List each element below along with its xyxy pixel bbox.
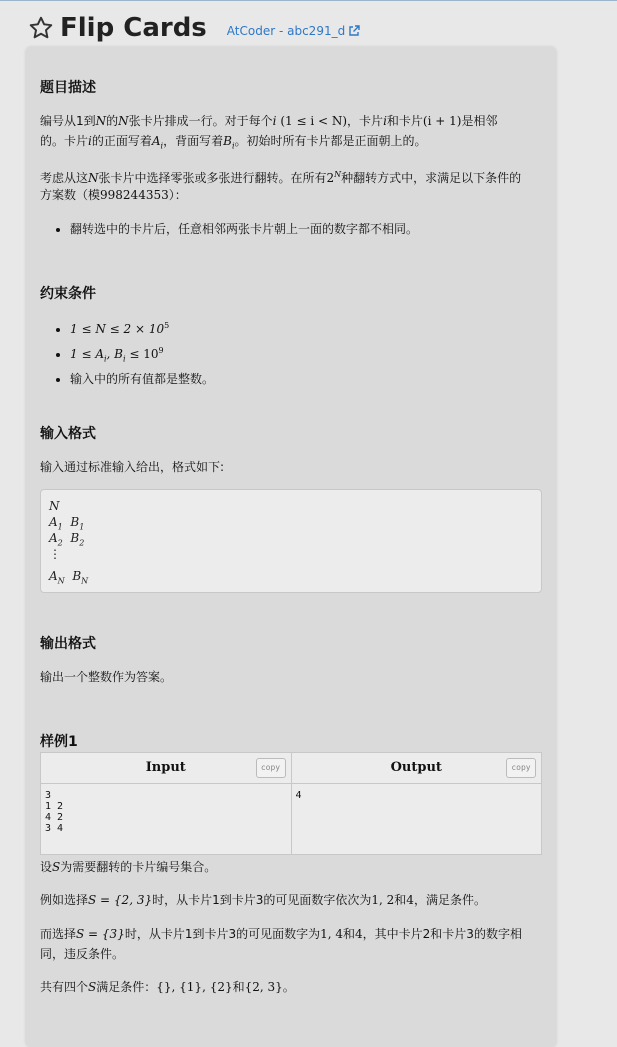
math: A [49, 515, 58, 529]
math-sub: 2 [79, 538, 85, 548]
text: 的。卡片 [40, 134, 89, 148]
text: ，卡片 [347, 114, 384, 128]
math: i [88, 134, 92, 148]
sample-input-header [41, 753, 292, 784]
text: 张卡片中选择零张或多张进行翻转。在所有 [98, 171, 327, 185]
text: 。 [282, 980, 295, 994]
text: 例如选择 [40, 893, 89, 907]
math: A [151, 134, 161, 148]
text: ，满足条件。 [413, 893, 486, 907]
math: B [70, 531, 80, 545]
math: S [88, 980, 97, 994]
math: {}, {1}, {2} [156, 980, 233, 994]
math: , B [106, 347, 123, 361]
source-link[interactable] [227, 24, 360, 38]
list-item: • 输入中的所有值都是整数。 [70, 369, 214, 390]
text: ，其中卡片2和卡片3的数字相 [362, 927, 522, 941]
output-heading: 输出格式 [40, 636, 96, 652]
math: S = {3} [76, 927, 125, 941]
math-sub: N [57, 576, 65, 586]
format-line: N [49, 499, 60, 513]
text: 。初始时所有卡片都是正面朝上的。 [234, 134, 427, 148]
column-header: Input [145, 760, 186, 775]
text: 和 [343, 927, 356, 941]
text: 种翻转方式中，求满足以下条件的 [341, 171, 522, 185]
math: N [88, 171, 99, 185]
description-line-4 [40, 185, 540, 205]
text: 的 [106, 114, 119, 128]
copy-input-button[interactable]: copy [256, 758, 286, 778]
output-text: 输出一个整数作为答案。 [40, 670, 173, 684]
math: ≤ 10 [125, 347, 159, 361]
text: 和 [232, 980, 245, 994]
explanation-line-2 [40, 890, 540, 910]
input-text: 输入通过标准输入给出，格式如下: [40, 460, 225, 474]
math: B [70, 515, 80, 529]
description-heading: 题目描述 [40, 80, 96, 96]
math: B [72, 569, 82, 583]
format-line [49, 566, 88, 591]
sample-output-value[interactable]: 4 [291, 784, 542, 855]
explanation-line-1 [40, 857, 540, 877]
explanation-line-5 [40, 977, 540, 997]
explanation-line-4: 同，违反条件。 [40, 947, 125, 961]
math: A [49, 569, 58, 583]
math: 4 [355, 927, 363, 941]
math: 1, 2 [371, 893, 395, 907]
math: 1 ≤ A [70, 347, 104, 361]
math-sup: 5 [164, 321, 170, 330]
text: 考虑从这 [40, 171, 89, 185]
text: 的正面写着 [91, 134, 152, 148]
text: 时，从卡片1到卡片3的可见面数字为 [124, 927, 321, 941]
text: 和 [394, 893, 407, 907]
text: 是相邻 [461, 114, 498, 128]
math: 2 [326, 171, 335, 185]
math-sub: 1 [79, 522, 85, 532]
text: 编号从1到 [40, 114, 96, 128]
external-link-icon[interactable] [348, 25, 360, 37]
star-icon[interactable] [28, 15, 54, 41]
text: 而选择 [40, 927, 77, 941]
list-item: • $1 \le A_i$, $B_i \le 10^9$ [70, 340, 214, 369]
problem-header [28, 10, 360, 46]
explanation-line-3 [40, 924, 540, 944]
math: N [118, 114, 129, 128]
description-line-1 [40, 111, 540, 131]
math: (1 ≤ i < N) [280, 114, 348, 128]
math: 4 [406, 893, 414, 907]
page-title: Flip Cards [60, 13, 207, 43]
format-line: ⋮ [49, 547, 61, 561]
text: 张卡片排成一行。对于每个 [128, 114, 273, 128]
constraints-heading: 约束条件 [40, 286, 96, 302]
math-sup: 9 [158, 346, 164, 355]
description-bullets [40, 219, 418, 240]
list-item [70, 315, 214, 340]
sample-output-header [291, 753, 542, 784]
sample-table [40, 752, 542, 855]
math-sub: N [81, 576, 89, 586]
problem-card [26, 47, 556, 1047]
math: S = {2, 3} [88, 893, 153, 907]
math: (i + 1) [422, 114, 462, 128]
text: 时，从卡片1到卡片3的可见面数字依次为 [152, 893, 372, 907]
text: ）： [168, 188, 187, 202]
math: 1 ≤ N ≤ 2 × 10 [70, 322, 165, 336]
math: {2, 3} [244, 980, 283, 994]
math: N [95, 114, 107, 128]
copy-output-button[interactable]: copy [506, 758, 536, 778]
constraints-list [40, 315, 214, 390]
text: 设 [40, 860, 53, 874]
text: 方案数（模 [40, 188, 101, 202]
sample-heading: 样例1 [40, 734, 78, 750]
top-border [0, 0, 617, 1]
math: A [49, 531, 58, 545]
column-header: Output [390, 760, 442, 775]
math: 1, 4 [320, 927, 344, 941]
description-line-2: 的。卡片i的正面写着$A_i$，背面写着$B_i$。初始时所有卡片都是正面朝上的。 [40, 134, 427, 151]
math-sub: 1 [57, 522, 63, 532]
math: i [272, 114, 277, 128]
math: S [52, 860, 61, 874]
list-item: • 翻转选中的卡片后，任意相邻两张卡片朝上一面的数字都不相同。 [70, 219, 418, 240]
sample-input-value[interactable]: 3 1 2 4 2 3 4 [41, 784, 292, 855]
text: 共有四个 [40, 980, 89, 994]
math: B [223, 134, 232, 148]
input-format-block [40, 489, 542, 593]
text: 满足条件： [96, 980, 157, 994]
math: 998244353 [100, 188, 169, 202]
math: i [383, 114, 387, 128]
input-heading: 输入格式 [40, 426, 96, 442]
math-sup: N [334, 170, 342, 179]
math-sub: 2 [57, 538, 63, 548]
text: ，背面写着 [163, 134, 224, 148]
text: 和卡片 [386, 114, 423, 128]
text: 为需要翻转的卡片编号集合。 [60, 860, 217, 874]
source-link-label[interactable]: AtCoder - abc291_d [226, 24, 346, 38]
